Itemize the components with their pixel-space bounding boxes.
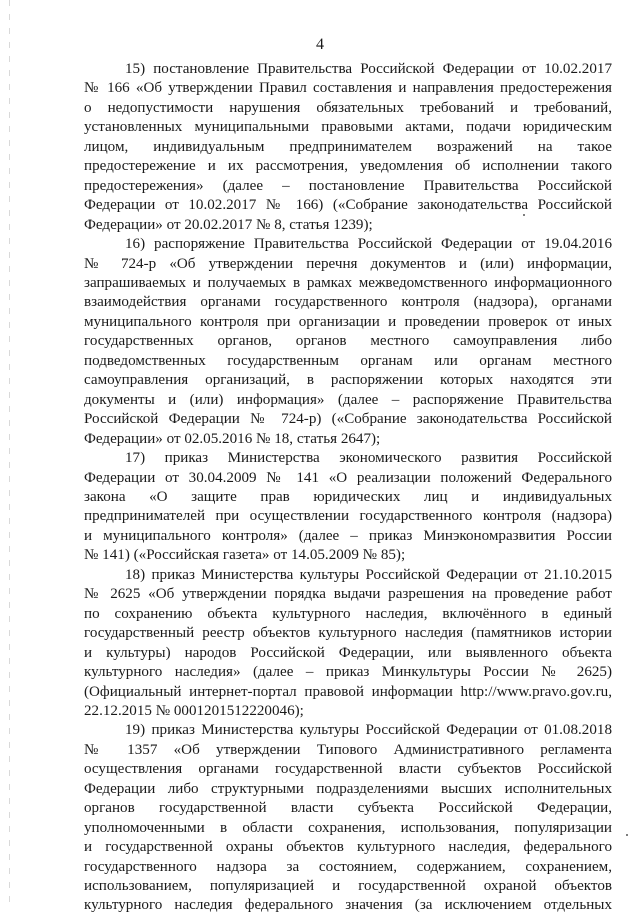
text-line: № 2625 «Об утверждении порядка выдачи разрешения на проведение работ: [84, 586, 612, 603]
paragraph: [84, 449, 612, 566]
text-line: предостережения» (далее – постановление Правительства Российской: [84, 177, 612, 194]
paragraph: [84, 235, 612, 449]
text-line: Федерации» от 02.05.2016 № 18, статья 2647);: [84, 430, 381, 447]
text-line: № 1357 «Об утверждении Типового Административного регламента: [84, 741, 612, 758]
text-line: органов государственной власти субъекта Российской Федерации,: [84, 800, 612, 817]
text-line: лицом, индивидуальным предпринимателем возражений на такое: [84, 138, 612, 155]
text-line: 18) приказ Министерства культуры Российской Федерации от 21.10.2015: [125, 566, 612, 583]
text-line: осуществления органами государственной власти субъектов Российской: [84, 761, 612, 778]
text-line: Федерации либо структурными подразделениями высших исполнительных: [84, 780, 612, 797]
text-line: культурного наследия федерального значения (за исключением отдельных: [84, 897, 612, 914]
text-line: Федерации» от 20.02.2017 № 8, статья 1239);: [84, 216, 373, 233]
paragraph: [84, 566, 612, 722]
text-line: Российской Федерации № 724-р) («Собрание законодательства Российской: [84, 411, 612, 428]
text-line: муниципального контроля при организации и проведении проверок от иных: [84, 313, 612, 330]
document-body: [84, 60, 612, 916]
text-line: 16) распоряжение Правительства Российской Федерации от 19.04.2016: [125, 236, 612, 253]
text-line: государственных органов, органов местного самоуправления либо: [84, 333, 612, 350]
text-line: и культуры) народов Российской Федерации, или выявленного объекта: [84, 644, 612, 661]
text-line: установленных муниципальными правовыми актами, подачи юридическим: [84, 119, 612, 136]
text-line: (Официальный интернет-портал правовой информации http://www.pravo.gov.ru,: [84, 683, 612, 700]
text-line: использованием, популяризацией и государственной охраной объектов: [84, 878, 612, 895]
text-line: государственного надзора за состоянием, содержанием, сохранением,: [84, 858, 612, 875]
text-line: предостережение и их рассмотрения, уведомления об исполнении такого: [84, 158, 612, 175]
text-line: 19) приказ Министерства культуры Российской Федерации от 01.08.2018: [125, 722, 612, 739]
text-line: Федерации от 30.04.2009 № 141 «О реализации положений Федерального: [84, 469, 612, 486]
text-line: государственный реестр объектов культурного наследия (памятников истории: [84, 625, 612, 642]
text-line: 22.12.2015 № 0001201512220046);: [84, 702, 304, 719]
text-line: предпринимателей при осуществлении государственного контроля (надзора): [84, 508, 612, 525]
text-line: самоуправления организаций, в распоряжении которых находятся эти: [84, 372, 612, 389]
text-line: № 141) («Российская газета» от 14.05.2009 № 85);: [84, 547, 406, 564]
page-number: 4: [316, 36, 324, 53]
text-line: и государственной охраны объектов культурного наследия, федерального: [84, 839, 612, 856]
text-line: 15) постановление Правительства Российской Федерации от 10.02.2017: [125, 61, 612, 77]
text-line: о недопустимости нарушения обязательных требований и требований,: [84, 99, 612, 116]
paragraph: [84, 721, 612, 916]
text-line: 17) приказ Министерства экономического развития Российской: [125, 450, 612, 467]
text-line: запрашиваемых и получаемых в рамках межведомственного информационного: [84, 274, 612, 291]
text-line: взаимодействия органами государственного контроля (надзора), органами: [84, 294, 612, 311]
text-line: по сохранению объекта культурного наследия, включённого в единый: [84, 605, 612, 622]
paragraph: [84, 60, 612, 235]
scan-speck: [626, 834, 628, 836]
text-line: уполномоченными в области сохранения, использования, популяризации: [84, 819, 612, 836]
text-line: подведомственных государственным органам или органам местного: [84, 352, 612, 369]
text-line: культурного наследия» (далее – приказ Минкультуры России № 2625): [84, 664, 612, 681]
text-line: № 724-р «Об утверждении перечня документов и (или) информации,: [84, 255, 612, 272]
text-line: закона «О защите прав юридических лиц и индивидуальных: [84, 488, 612, 505]
text-line: и муниципального контроля» (далее – приказ Минэкономразвития России: [84, 527, 612, 544]
scan-left-edge: [9, 0, 10, 905]
text-line: Федерации от 10.02.2017 № 166) («Собрание законодательства Российской: [84, 197, 612, 214]
text-line: № 166 «Об утверждении Правил составления и направления предостережения: [84, 80, 612, 97]
text-line: документы и (или) информация» (далее – распоряжение Правительства: [84, 391, 612, 408]
